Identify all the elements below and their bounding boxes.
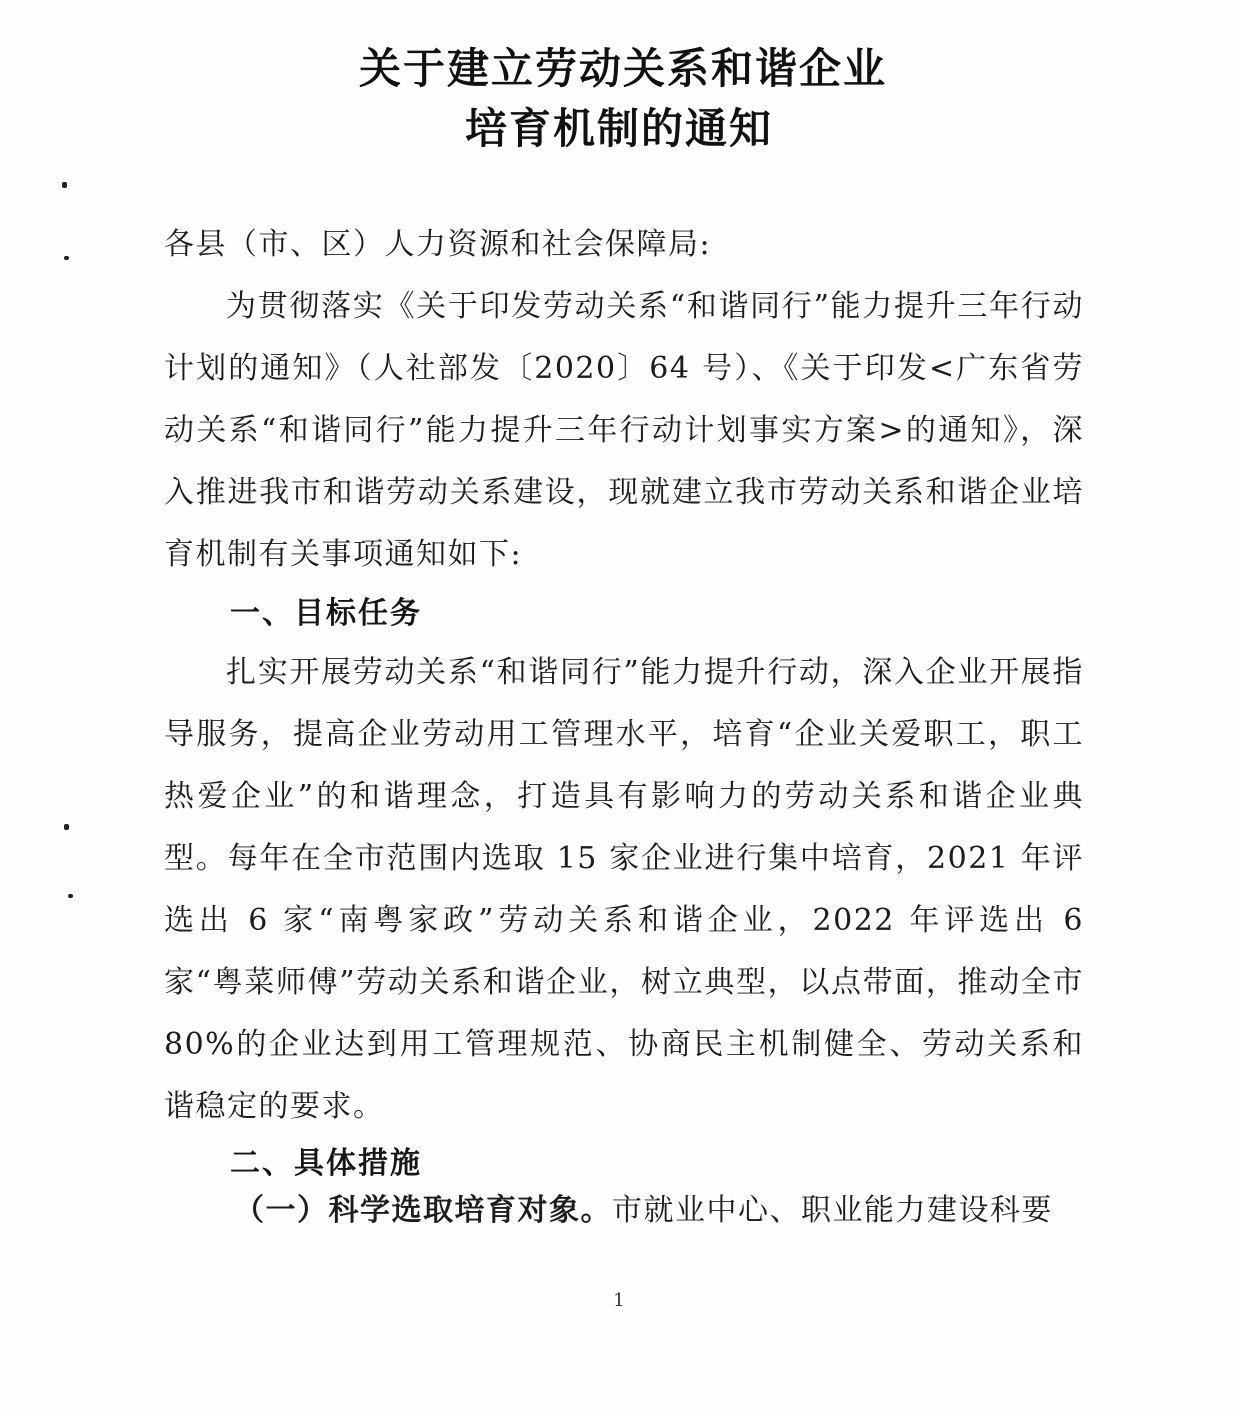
scan-mark <box>64 824 69 830</box>
page-number: 1 <box>613 1290 625 1311</box>
scan-mark <box>64 256 69 260</box>
document-title-line2: 培育机制的通知 <box>464 104 773 153</box>
scan-mark <box>68 894 73 898</box>
paragraph-intro: 为贯彻落实《关于印发劳动关系“和谐同行”能力提升三年行动计划的通知》（人社部发〔2020〕64 号）、《关于印发<广东省劳动关系“和谐同行”能力提升三年行动计划事实方案>的通知》，深入推进我市和谐劳动关系建设，现就建立我市劳动关系和谐企业培育机制有关事项通知如下: <box>164 289 1084 572</box>
paragraph-measures <box>234 1180 1094 1242</box>
section-heading-measures: 二、具体措施 <box>230 1146 422 1181</box>
section-heading-goals: 一、目标任务 <box>230 596 422 631</box>
paragraph-goals: 扎实开展劳动关系“和谐同行”能力提升行动，深入企业开展指导服务，提高企业劳动用工管理水平，培育“企业关爱职工，职工热爱企业”的和谐理念，打造具有影响力的劳动关系和谐企业典型。每年在全市范围内选取 15 家企业进行集中培育，2021 年评选出 6 家“南粤家政”劳动关系和谐企业，2022 年评选出 6 家“粤菜师傅”劳动关系和谐企业，树立典型，以点带面，推动全市 80%的企业达到用工管理规范、协商民主机制健全、劳动关系和谐稳定的要求。 <box>164 655 1084 1124</box>
subsection-text: 市就业中心、职业能力建设科要 <box>612 1193 1053 1228</box>
document-title-line1: 关于建立劳动关系和谐企业 <box>358 44 887 93</box>
subsection-label: （一）科学选取培育对象。 <box>234 1193 612 1228</box>
salutation: 各县（市、区）人力资源和社会保障局: <box>164 227 712 262</box>
scan-mark <box>62 182 67 188</box>
